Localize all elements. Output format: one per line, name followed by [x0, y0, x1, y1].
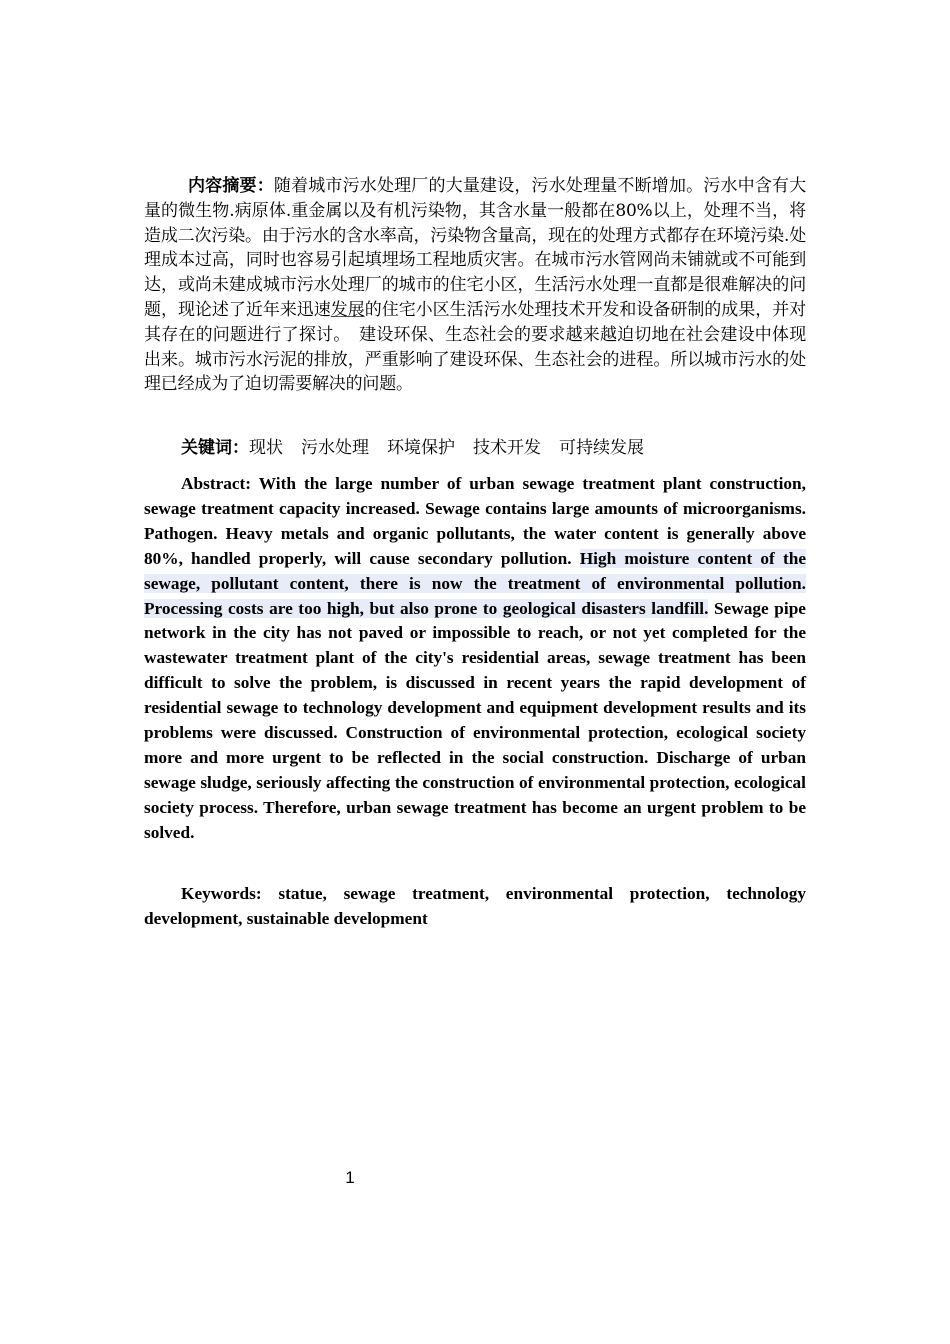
chinese-abstract-text-part1: 随着城市污水处理厂的大量建设，污水处理量不断增加。污水中含有大量的微生物.病原体.重金属以及有机污染物，其含水量一般都在80%以上，处理不当，将造成二次污染。由于污水的含水率高，污染物含量高，现在的处理方式都存在环境污染.处理成本过高，同时也容易引起填埋场工程地质灾害。在城市污水管网尚未铺就或不可能到达，或尚未建成城市污水处理厂的城市的住宅小区，生活污水处理一直都是很难解决的问题，现论述了近年来迅速: [144, 176, 806, 320]
chinese-keyword: 污水处理: [301, 438, 369, 458]
chinese-keyword: 技术开发: [473, 438, 541, 458]
chinese-keyword: 环境保护: [387, 438, 455, 458]
chinese-keyword: 现状: [249, 438, 283, 458]
chinese-abstract-label: 内容摘要：: [188, 176, 274, 196]
chinese-abstract: [144, 174, 806, 397]
page-number: 1: [345, 1168, 355, 1187]
development-link[interactable]: 发展: [330, 299, 365, 320]
english-abstract: [144, 472, 806, 846]
english-abstract-highlighted-text[interactable]: High moisture content of the sewage, pollutant content, there is now the treatment of environmental pollution. Processing costs are too high, but also prone to geological disasters landfill.: [144, 548, 807, 618]
chinese-keyword: 可持续发展: [559, 438, 644, 458]
chinese-abstract-text-part2: 的住宅小区生活污水处理技术开发和设备研制的成果，并对其存在的问题进行了探讨。 建设环保、生态社会的要求越来越迫切地在社会建设中体现出来。城市污水污泥的排放，严重影响了建设环保、生态社会的进程。所以城市污水的处理已经成为了迫切需要解决的问题。: [144, 299, 806, 395]
english-abstract-text-part1: Abstract: With the large number of urban sewage treatment plant construction, sewage treatment capacity increased. Sewage contains large amounts of microorganisms. Pathogen. Heavy metals and organic pollutants, the water content is generally above 80%, handled properly, will cause secondary pollution.: [144, 474, 806, 568]
english-abstract-text-part2: Sewage pipe network in the city has not paved or impossible to reach, or not yet completed for the wastewater treatment plant of the city's residential areas, sewage treatment has been difficult to solve the problem, is discussed in recent years the rapid development of residential sewage to technology development and equipment development results and its problems were discussed. Construction of environmental protection, ecological society more and more urgent to be reflected in the social construction. Discharge of urban sewage sludge, seriously affecting the construction of environmental protection, ecological society process. Therefore, urban sewage treatment has become an urgent problem to be solved.: [144, 598, 806, 842]
english-keywords: Keywords: statue, sewage treatment, environmental protection, technology development, sustainable development: [144, 884, 806, 928]
chinese-keywords: [144, 436, 806, 460]
chinese-keywords-label: 关键词：: [181, 438, 249, 458]
